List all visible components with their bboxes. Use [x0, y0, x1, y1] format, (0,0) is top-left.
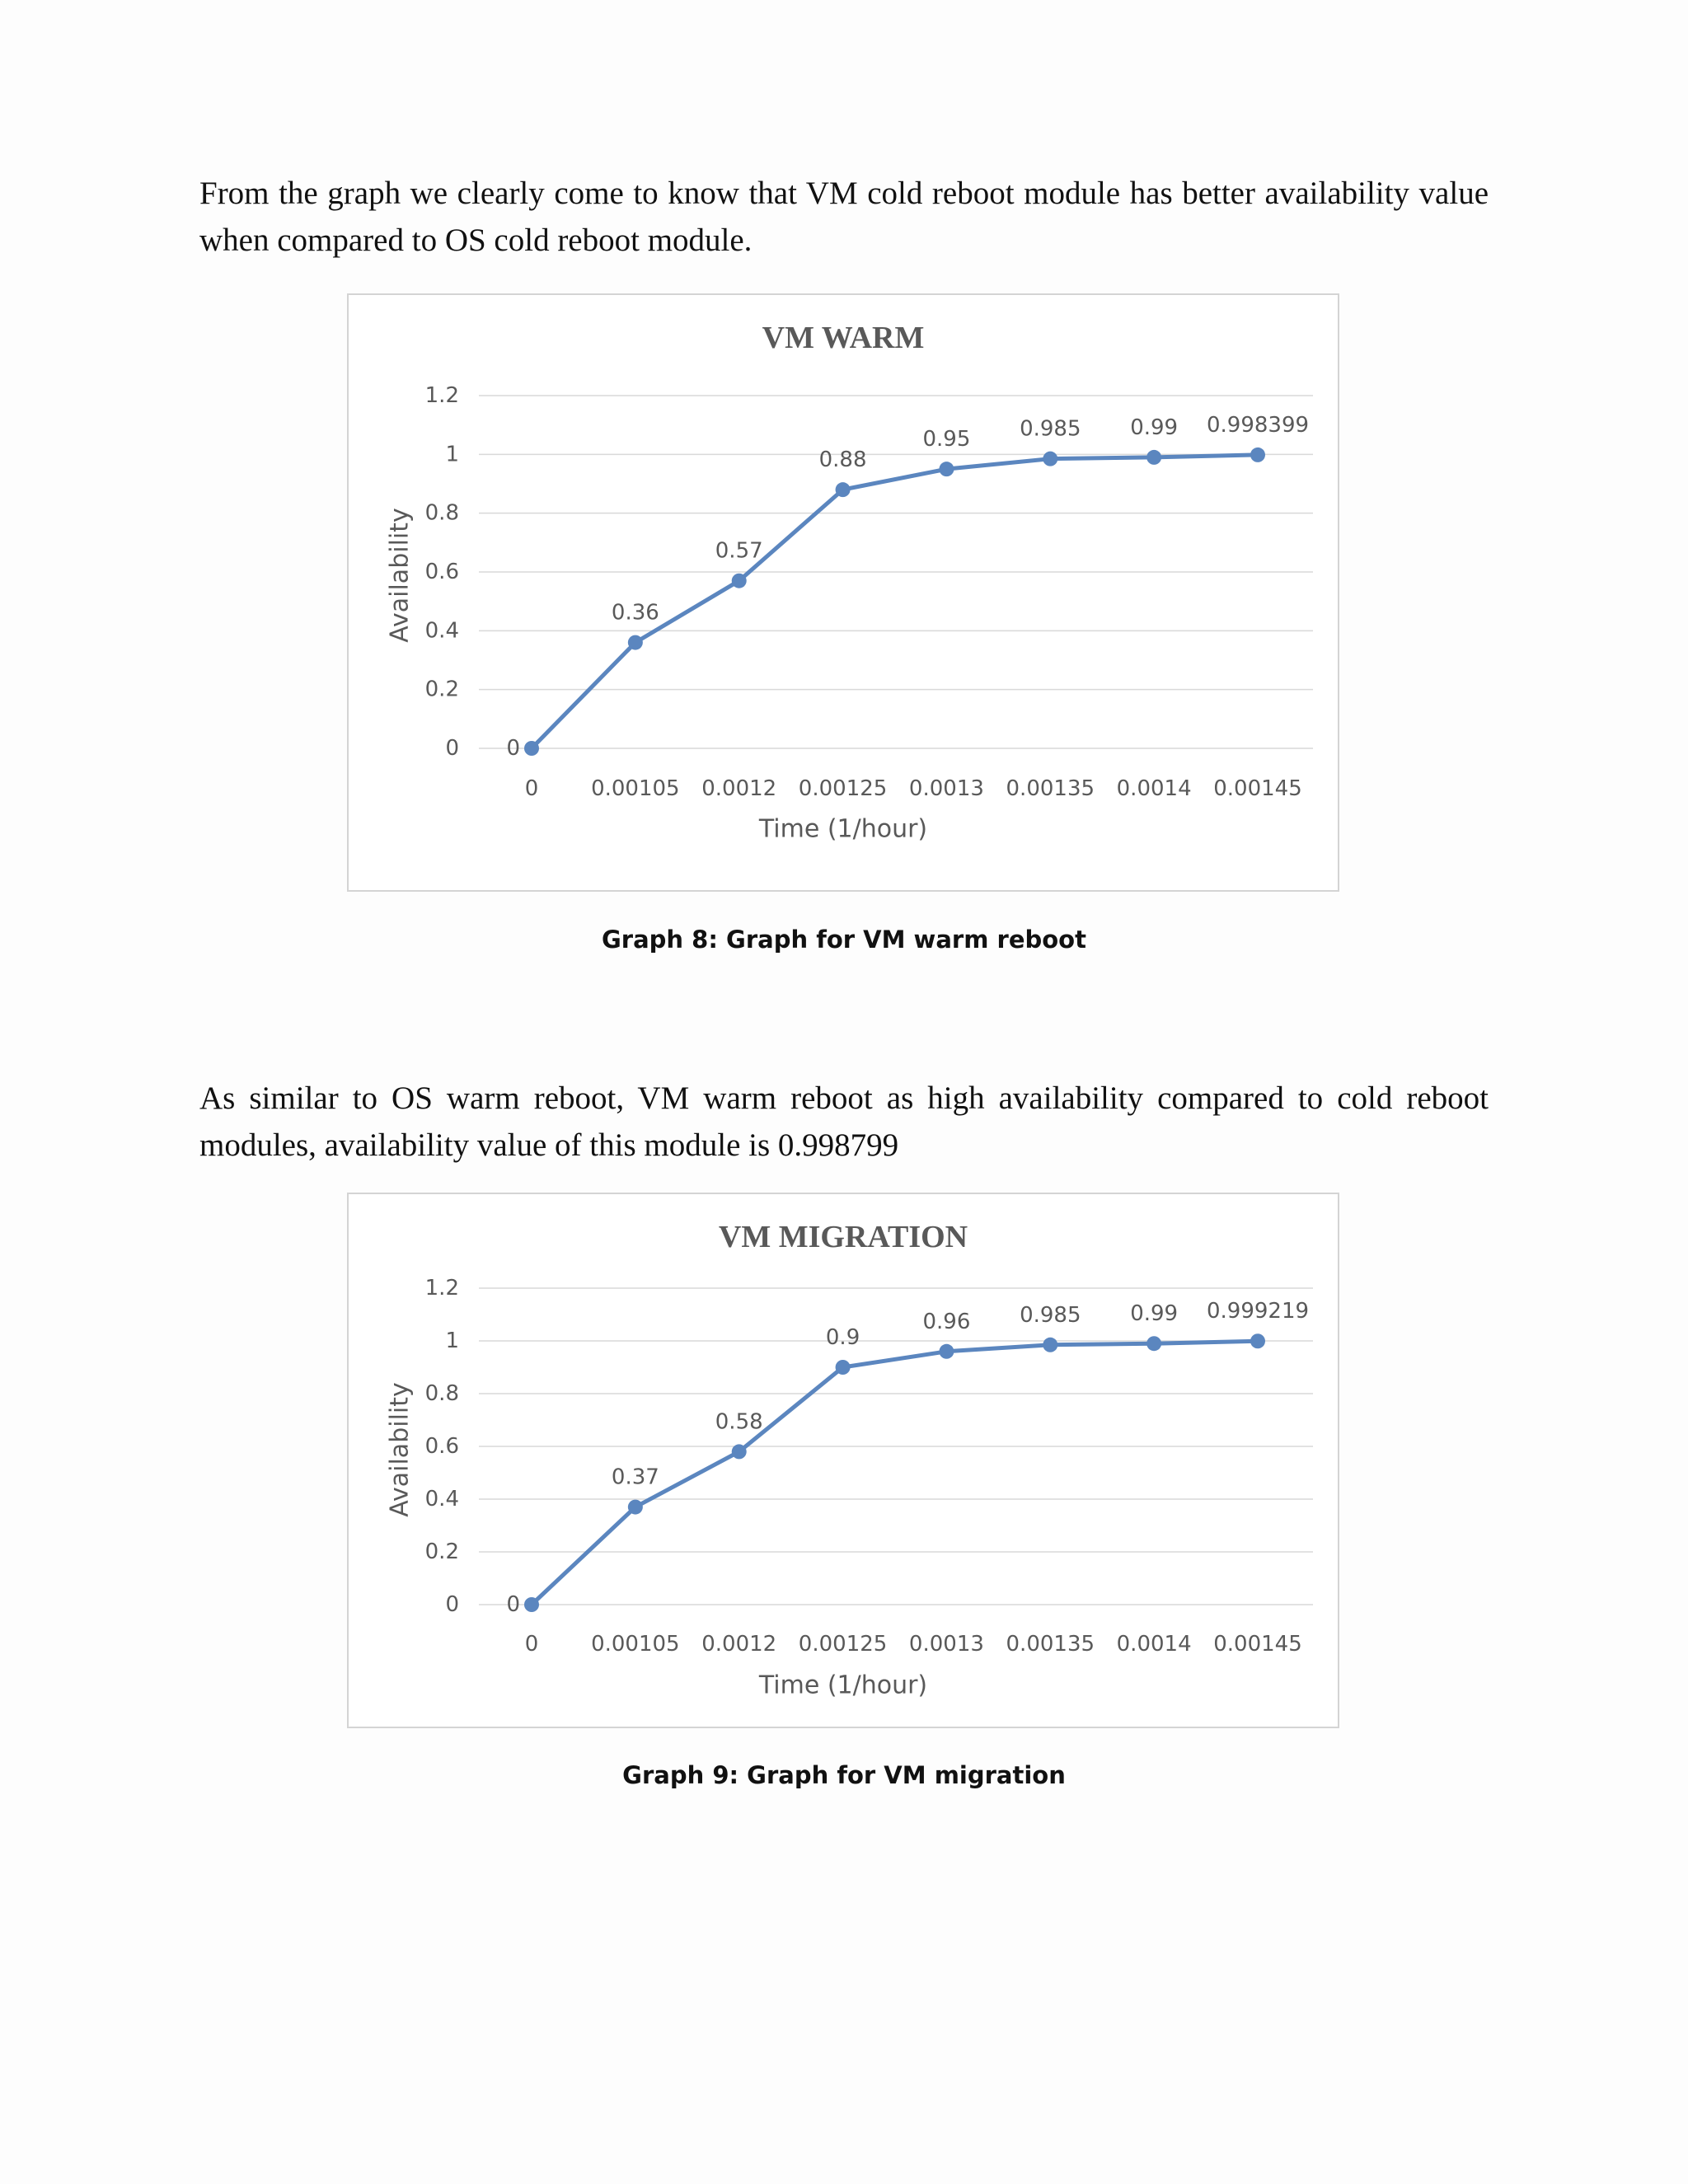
- data-point: [836, 1360, 851, 1375]
- data-label: 0.999219: [1206, 1299, 1310, 1324]
- chart-vm-migration-svg: [349, 1194, 1338, 1727]
- y-tick-label: 1: [445, 1329, 459, 1353]
- paragraph-intro: From the graph we clearly come to know that VM cold reboot module has better availability value when compared to OS cold reboot module.: [199, 176, 1489, 258]
- y-tick-label: 0: [445, 1592, 459, 1617]
- x-tick-label: 0: [524, 1632, 539, 1657]
- x-tick-label: 0: [524, 776, 539, 801]
- data-point: [524, 1597, 539, 1612]
- y-tick-label: 0.2: [424, 677, 459, 702]
- y-tick-label: 0.6: [424, 560, 459, 584]
- x-tick-label: 0.0012: [701, 776, 777, 801]
- data-label: 0: [506, 1592, 520, 1617]
- y-tick-label: 0.4: [424, 618, 459, 644]
- y-tick-label: 0.2: [424, 1540, 459, 1564]
- data-label: 0.99: [1130, 415, 1179, 440]
- graph-8-caption: Graph 8: Graph for VM warm reboot: [602, 926, 1086, 954]
- data-point: [939, 462, 954, 476]
- chart-vm-migration: [347, 1193, 1339, 1728]
- chart-title: VM MIGRATION: [718, 1220, 968, 1254]
- data-label: 0.58: [715, 1409, 763, 1435]
- data-label: 0: [506, 736, 520, 761]
- paragraph-vm-warm: As similar to OS warm reboot, VM warm reboot as high availability compared to cold reboot modules, availability value of this module is 0.998799: [199, 1080, 1489, 1163]
- x-tick-label: 0.00145: [1213, 776, 1302, 801]
- data-point: [732, 574, 747, 588]
- data-label: 0.95: [922, 427, 971, 452]
- data-label: 0.9: [825, 1325, 860, 1350]
- data-point: [1043, 1338, 1057, 1352]
- y-tick-label: 0.4: [424, 1487, 459, 1511]
- y-tick-label: 1: [445, 442, 459, 467]
- data-point: [939, 1344, 954, 1359]
- x-axis-title: Time (1/hour): [758, 814, 928, 844]
- data-point: [628, 1500, 643, 1515]
- x-tick-label: 0.0013: [908, 1632, 984, 1657]
- x-tick-label: 0.00125: [798, 776, 888, 801]
- data-label: 0.96: [922, 1309, 971, 1334]
- y-tick-label: 0.8: [424, 500, 459, 526]
- x-tick-label: 0.00145: [1213, 1632, 1302, 1657]
- data-point: [524, 741, 539, 756]
- x-tick-label: 0.0013: [908, 776, 984, 801]
- data-point: [1146, 450, 1161, 465]
- data-label: 0.985: [1020, 416, 1081, 442]
- data-point: [732, 1444, 747, 1459]
- data-point: [1146, 1336, 1161, 1351]
- data-label: 0.57: [715, 538, 763, 564]
- chart-title: VM WARM: [762, 321, 925, 355]
- graph-9-caption: Graph 9: Graph for VM migration: [622, 1761, 1066, 1789]
- y-tick-label: 0.6: [424, 1434, 459, 1459]
- data-point: [1043, 452, 1057, 466]
- data-label: 0.36: [611, 600, 659, 626]
- data-point: [1250, 448, 1265, 462]
- data-label: 0.88: [818, 448, 867, 473]
- data-label: 0.99: [1130, 1301, 1179, 1327]
- x-tick-label: 0.00135: [1006, 776, 1095, 801]
- data-label: 0.998399: [1206, 412, 1310, 438]
- data-label: 0.985: [1020, 1302, 1081, 1328]
- x-tick-label: 0.00135: [1006, 1632, 1095, 1657]
- data-point: [836, 482, 851, 497]
- y-axis-title: Availability: [385, 508, 415, 643]
- x-tick-label: 0.0012: [701, 1632, 777, 1657]
- data-label: 0.37: [611, 1465, 659, 1490]
- x-tick-label: 0.00105: [591, 1632, 680, 1657]
- y-tick-label: 0.8: [424, 1381, 459, 1406]
- chart-vm-warm: [347, 293, 1339, 892]
- y-tick-label: 0: [445, 736, 459, 761]
- y-tick-label: 1.2: [424, 1276, 459, 1301]
- x-tick-label: 0.0014: [1116, 1632, 1192, 1657]
- x-tick-label: 0.00105: [591, 776, 680, 801]
- x-tick-label: 0.0014: [1116, 776, 1192, 801]
- chart-vm-warm-svg: [349, 295, 1338, 890]
- x-axis-title: Time (1/hour): [758, 1671, 928, 1700]
- data-point: [628, 635, 643, 650]
- x-tick-label: 0.00125: [798, 1632, 888, 1657]
- data-point: [1250, 1333, 1265, 1348]
- y-axis-title: Availability: [385, 1382, 415, 1517]
- y-tick-label: 1.2: [424, 383, 459, 408]
